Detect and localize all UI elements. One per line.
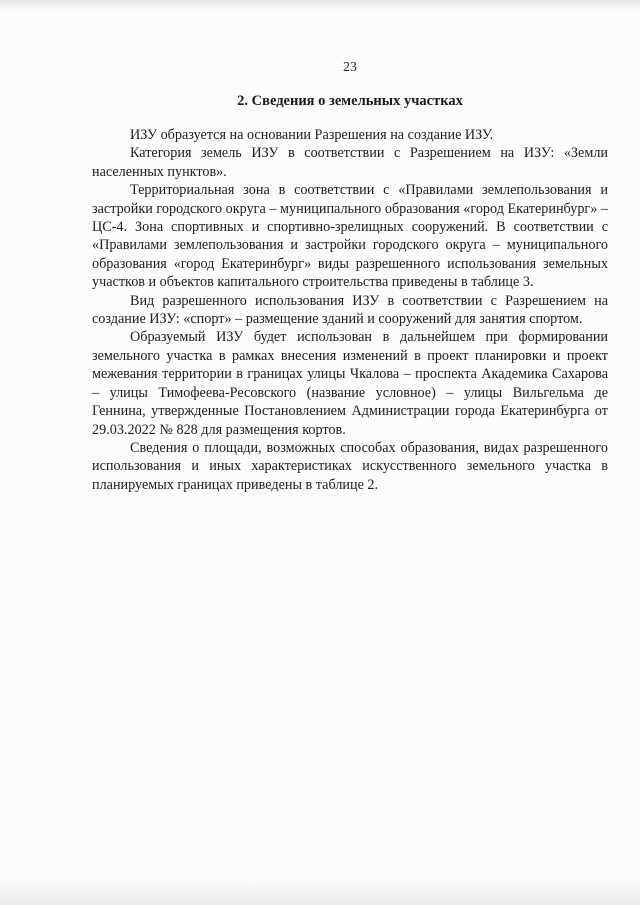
paragraph: Категория земель ИЗУ в соответствии с Разрешением на ИЗУ: «Земли населенных пунктов».	[92, 145, 608, 180]
paragraph: Вид разрешенного использования ИЗУ в соответствии с Разрешением на создание ИЗУ: «спорт» – размещение зданий и сооружений для занятия спортом.	[92, 292, 608, 328]
paragraph: Образуемый ИЗУ будет использован в дальнейшем при формировании земельного участка в рамках внесения изменений в проект планировки и проект межевания территории в границах улицы Чкалова – проспекта Академика Сахарова – улицы Тимофеева-Ресовского (название условное) – улицы Вильгельма де Геннина, утвержденные Постановлением Администрации города Екатеринбурга от 29.03.2022 № 828 для размещения кортов.	[92, 329, 608, 438]
scan-bottom-edge	[0, 879, 640, 905]
page-number: 23	[343, 60, 357, 75]
scan-top-edge	[0, 0, 640, 10]
document-body	[92, 126, 608, 494]
paragraph: ИЗУ образуется на основании Разрешения на создание ИЗУ.	[130, 127, 494, 143]
section-heading: 2. Сведения о земельных участках	[237, 93, 463, 109]
paragraph: Территориальная зона в соответствии с «Правилами землепользования и застройки городского округа – муниципального образования «город Екатеринбург» – ЦС-4. Зона спортивных и спортивно-зрелищных сооружений. В соответствии с «Правилами землепользования и застройки городского округа – муниципального образования «город Екатеринбург» виды разрешенного использования земельных участков и объектов капитального строительства приведены в таблице 3.	[92, 182, 608, 291]
paragraph: Сведения о площади, возможных способах образования, видах разрешенного использования и иных характеристиках искусственного земельного участка в планируемых границах приведены в таблице 2.	[92, 439, 608, 493]
